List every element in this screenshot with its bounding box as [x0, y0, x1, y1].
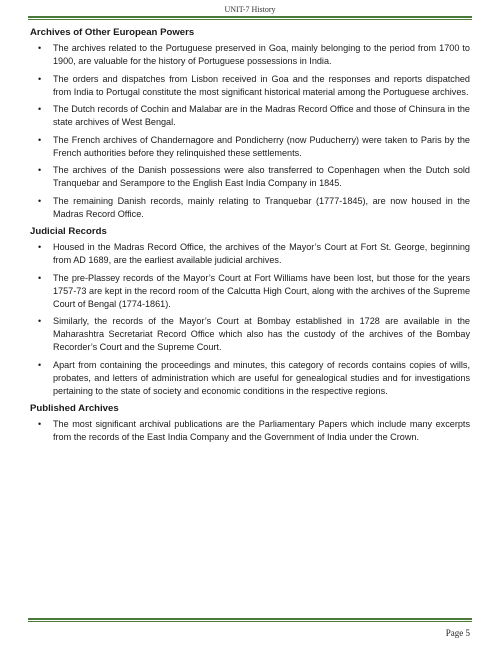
list-item	[30, 272, 470, 311]
footer-rule	[28, 618, 472, 622]
bullet-icon: •	[38, 316, 42, 326]
bullet-icon: •	[38, 359, 42, 370]
bullet-list	[30, 42, 470, 221]
list-item-text: The pre-Plassey records of the Mayor’s Court at Fort Williams have been lost, but those for the years 1757-73 are kept in the record room of the Calcutta High Court, along with the archives of the Supreme Court of Bengal (1774-1861).	[53, 272, 470, 309]
list-item	[30, 195, 470, 221]
list-item-text: Apart from containing the proceedings and minutes, this category of records contains copies of wills, probates, and letters of administration which are useful for genealogical studies and for investigations pertaining to the state of society and economic conditions in the respective regions.	[53, 359, 470, 396]
section-heading: Published Archives	[30, 403, 119, 414]
list-item	[30, 359, 470, 398]
list-item-text: Housed in the Madras Record Office, the archives of the Mayor’s Court at Fort St. George, beginning from AD 1689, are the earliest available judicial archives.	[53, 242, 470, 265]
page-header-title: UNIT-7 History	[224, 5, 276, 14]
list-item-text: Similarly, the records of the Mayor’s Court at Bombay established in 1728 are available in the Maharashtra Secretariat Record Office which also has the custody of the archives of the Bombay Recorder’s Court and the Supreme Court.	[53, 316, 470, 352]
list-item	[30, 418, 470, 444]
list-item-text: The archives related to the Portuguese preserved in Goa, mainly belonging to the period from 1700 to 1900, are valuable for the history of Portuguese possessions in India.	[53, 43, 470, 66]
section-judicial-records	[30, 225, 470, 398]
bullet-icon: •	[38, 104, 42, 114]
page-content	[30, 26, 470, 449]
bullet-icon: •	[38, 73, 42, 84]
list-item	[30, 42, 470, 68]
section-european-archives	[30, 26, 470, 221]
bullet-icon: •	[38, 272, 42, 283]
bullet-icon: •	[38, 195, 42, 206]
page-number: Page 5	[445, 628, 470, 638]
list-item-text: The Dutch records of Cochin and Malabar are in the Madras Record Office and those of Chinsura in the state archives of West Bengal.	[53, 104, 470, 127]
section-heading: Archives of Other European Powers	[30, 27, 195, 38]
section-heading: Judicial Records	[30, 226, 107, 237]
bullet-icon: •	[38, 134, 42, 145]
list-item	[30, 241, 470, 267]
list-item	[30, 73, 470, 99]
list-item-text: The French archives of Chandernagore and Pondicherry (now Puducherry) were taken to Paris by the French authorities before they relinquished these settlements.	[53, 134, 470, 158]
list-item-text: The orders and dispatches from Lisbon received in Goa and the responses and reports dispatched from India to Portugal constitute the most significant historical material among the Portuguese archives.	[53, 73, 470, 97]
section-published-archives	[30, 402, 470, 444]
list-item	[30, 315, 470, 354]
list-item	[30, 164, 470, 190]
list-item-text: The archives of the Danish possessions were also transferred to Copenhagen when the Dutch sold Tranquebar and Serampore to the English East India Company in 1845.	[53, 165, 470, 188]
bullet-icon: •	[38, 165, 42, 175]
list-item-text: The most significant archival publications are the Parliamentary Papers which include many excerpts from the records of the East India Company and the Government of India under the Crown.	[53, 419, 470, 442]
list-item	[30, 103, 470, 129]
bullet-icon: •	[38, 419, 42, 429]
header-rule	[28, 16, 472, 20]
list-item	[30, 134, 470, 160]
bullet-list	[30, 418, 470, 444]
list-item-text: The remaining Danish records, mainly relating to Tranquebar (1777-1845), are now housed in the Madras Record Office.	[53, 195, 470, 219]
bullet-icon: •	[38, 242, 42, 252]
bullet-icon: •	[38, 43, 42, 53]
bullet-list	[30, 241, 470, 398]
